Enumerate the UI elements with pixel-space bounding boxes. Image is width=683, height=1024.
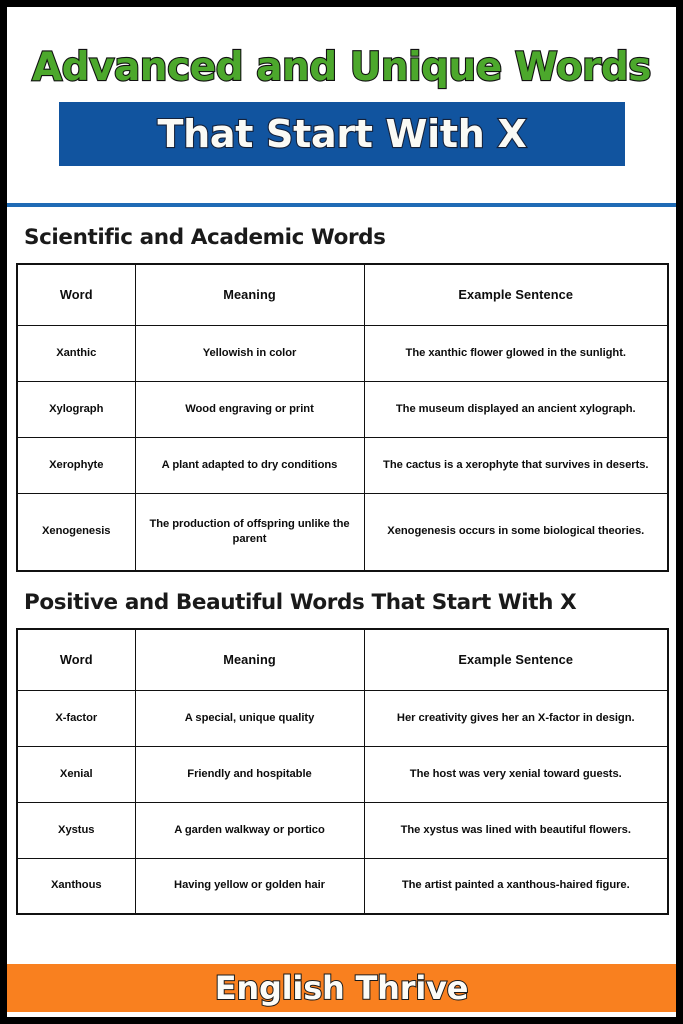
column-header-word: Word	[17, 629, 135, 690]
column-header-word: Word	[17, 264, 135, 325]
footer-brand-text: English Thrive	[214, 969, 469, 1007]
cell-word: Xenogenesis	[17, 493, 135, 571]
column-header-meaning: Meaning	[135, 264, 364, 325]
table-body-positive	[17, 690, 668, 914]
cell-meaning: A special, unique quality	[135, 690, 364, 746]
cell-meaning: A garden walkway or portico	[135, 802, 364, 858]
section-scientific-academic	[7, 207, 676, 572]
section-heading-positive: Positive and Beautiful Words That Start With X	[24, 590, 577, 615]
cell-word: Xylograph	[17, 381, 135, 437]
table-body-scientific	[17, 325, 668, 571]
cell-example: Xenogenesis occurs in some biological theories.	[364, 493, 668, 571]
table-row	[17, 437, 668, 493]
table-row	[17, 381, 668, 437]
cell-word: Xerophyte	[17, 437, 135, 493]
table-header-row	[17, 629, 668, 690]
table-row	[17, 746, 668, 802]
poster-header	[7, 7, 676, 199]
cell-word: Xanthic	[17, 325, 135, 381]
cell-example: The xanthic flower glowed in the sunlight.	[364, 325, 668, 381]
table-row	[17, 325, 668, 381]
cell-meaning: Wood engraving or print	[135, 381, 364, 437]
poster-page	[7, 7, 676, 1017]
table-scientific-academic	[16, 263, 669, 572]
cell-example: The xystus was lined with beautiful flowers.	[364, 802, 668, 858]
poster-title-main: Advanced and Unique Words	[31, 45, 652, 90]
table-header-positive	[17, 629, 668, 690]
column-header-example: Example Sentence	[364, 629, 668, 690]
column-header-example: Example Sentence	[364, 264, 668, 325]
cell-meaning: Having yellow or golden hair	[135, 858, 364, 914]
table-row	[17, 690, 668, 746]
table-row	[17, 858, 668, 914]
section-heading-scientific: Scientific and Academic Words	[24, 225, 386, 250]
column-header-meaning: Meaning	[135, 629, 364, 690]
table-row	[17, 802, 668, 858]
cell-example: The cactus is a xerophyte that survives in deserts.	[364, 437, 668, 493]
table-header-scientific	[17, 264, 668, 325]
section-positive-beautiful	[7, 572, 676, 915]
cell-meaning: Friendly and hospitable	[135, 746, 364, 802]
table-header-row	[17, 264, 668, 325]
cell-meaning: The production of offspring unlike the parent	[135, 493, 364, 571]
cell-word: Xenial	[17, 746, 135, 802]
cell-meaning: Yellowish in color	[135, 325, 364, 381]
cell-example: The museum displayed an ancient xylograph.	[364, 381, 668, 437]
cell-example: Her creativity gives her an X-factor in design.	[364, 690, 668, 746]
cell-example: The host was very xenial toward guests.	[364, 746, 668, 802]
poster-body	[7, 207, 676, 1017]
cell-word: Xystus	[17, 802, 135, 858]
cell-example: The artist painted a xanthous-haired figure.	[364, 858, 668, 914]
cell-word: Xanthous	[17, 858, 135, 914]
cell-meaning: A plant adapted to dry conditions	[135, 437, 364, 493]
footer-brand-band	[7, 964, 676, 1012]
table-positive-beautiful	[16, 628, 669, 915]
poster-title-sub: That Start With X	[157, 112, 527, 156]
table-row	[17, 493, 668, 571]
cell-word: X-factor	[17, 690, 135, 746]
